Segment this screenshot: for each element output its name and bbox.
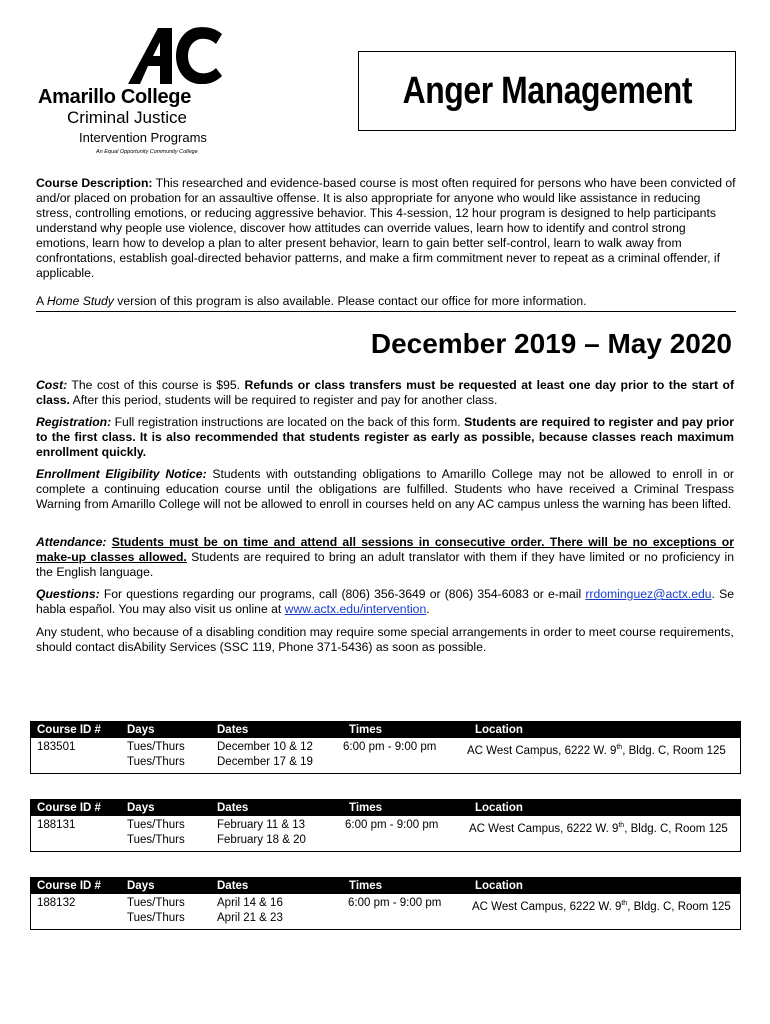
days: Tues/Thurs [127,741,185,753]
home-study-post: version of this program is also available. Please contact our office for more information. [113,294,587,308]
schedule-table-2 [30,799,741,852]
days: Tues/Thurs [127,912,185,924]
home-study-italic: Home Study [46,294,114,308]
course-period: December 2019 – May 2020 [370,328,732,359]
header-dates: Dates [217,802,249,814]
enrollment-label: Enrollment Eligibility Notice: [36,467,207,481]
header-days: Days [127,724,155,736]
dates: April 21 & 23 [217,912,283,924]
attendance-label: Attendance: [36,535,107,549]
dates: April 14 & 16 [217,897,283,909]
course-description [36,176,736,281]
college-logo [36,26,216,160]
questions-label: Questions: [36,587,100,601]
course-id: 188132 [37,897,76,909]
table-header [31,878,740,894]
times: 6:00 pm - 9:00 pm [343,741,437,753]
questions-paragraph [36,587,734,617]
home-study-pre: A [36,294,47,308]
location-b: , Bldg. C, Room 125 [627,900,731,913]
times: 6:00 pm - 9:00 pm [348,897,442,909]
description-text: This researched and evidence-based course is most often required for persons who have been convicted of and/or placed on probation for an assaultive offense. It is also appropriate for anyone who would like assistance in reducing stress, controlling emotions, or reducing aggressive behavior. This 4-session, 12 hour program is designed to help participants understand why people use violence, discover how attitudes can override values, learn how to identify and control strong emotions, learn how to develop a plan to alter present behavior, learn to gain better self-control, learn to walk away from confrontations, establish goal-directed behavior patterns, and make a firm commitment never to repeat as a criminal offender, if applicable. [36,176,736,280]
title-box [358,51,736,131]
header-dates: Dates [217,724,249,736]
email-link[interactable]: rrdominguez@actx.edu [585,587,712,601]
header-days: Days [127,880,155,892]
registration-label: Registration: [36,415,112,429]
header-course-id: Course ID # [37,724,101,736]
header-location: Location [475,802,523,814]
home-study-note [36,294,736,309]
dates: February 11 & 13 [217,819,306,831]
registration-bold: Students are required to register and pay prior to the first class. It is also recommended that students register as early as possible, because classes reach maximum enrollment quickly. [36,415,734,459]
location [467,740,726,759]
disability-paragraph: Any student, who because of a disabling condition may require some special arrangements in order to meet course requirements, should contact disAbility Services (SSC 119, Phone 371-5436) as soon as possible. [36,625,734,654]
days: Tues/Thurs [127,819,185,831]
cost-text: The cost of this course is $95. [67,378,245,392]
location-b: , Bldg. C, Room 125 [624,822,728,835]
dates: December 10 & 12 [217,741,313,753]
location [469,818,728,837]
schedule-table-3 [30,877,741,930]
dates: December 17 & 19 [217,756,313,768]
attendance-bold: Students must be on time and attend all sessions in consecutive order. There will be no exceptions or make-up classes allowed. [36,535,734,564]
location [472,896,731,915]
location-a: AC West Campus, 6222 W. 9 [467,744,617,757]
course-id: 183501 [37,741,76,753]
registration-text: Full registration instructions are located on the back of this form. [111,415,465,429]
course-id: 188131 [37,819,76,831]
questions-mid: . Se habla español. You may also visit us online at [36,587,734,616]
registration-paragraph [36,415,734,460]
questions-end: . [426,602,430,616]
days: Tues/Thurs [127,897,185,909]
location-a: AC West Campus, 6222 W. 9 [472,900,622,913]
table-header [31,800,740,816]
divider-rule [36,311,736,312]
page-title: Anger Management [402,69,692,112]
questions-text: For questions regarding our programs, call (806) 356-3649 or (806) 354-6083 or e-mail [99,587,586,601]
logo-department: Criminal Justice [67,108,187,127]
enrollment-paragraph [36,467,734,512]
cost-after: After this period, students will be required to register and pay for another class. [69,393,498,407]
header-dates: Dates [217,880,249,892]
attendance-text: Students are required to bring an adult translator with them if they have limited or no proficiency in the English language. [36,550,735,579]
days: Tues/Thurs [127,756,185,768]
location-sup: th [618,822,625,829]
times: 6:00 pm - 9:00 pm [345,819,439,831]
location-sup: th [616,744,623,751]
logo-program: Intervention Programs [79,130,207,145]
table-header [31,722,740,738]
header-times: Times [349,802,383,814]
description-label: Course Description: [36,176,153,190]
location-a: AC West Campus, 6222 W. 9 [469,822,619,835]
header-location: Location [475,880,523,892]
header-course-id: Course ID # [37,880,101,892]
attendance-paragraph [36,535,734,580]
header-times: Times [349,880,383,892]
website-link[interactable]: www.actx.edu/intervention [284,602,427,616]
cost-paragraph [36,378,734,408]
location-sup: th [621,900,628,907]
schedule-table-1 [30,721,741,774]
logo-tagline: An Equal Opportunity Community College [96,149,198,155]
logo-college-name: Amarillo College [38,86,192,108]
header-course-id: Course ID # [37,802,101,814]
location-b: , Bldg. C, Room 125 [622,744,726,757]
header-days: Days [127,802,155,814]
cost-label: Cost: [36,378,68,392]
enrollment-text: Students with outstanding obligations to Amarillo College may not be allowed to enroll in or complete a continuing education course until the obligations are fulfilled. Students who have received a Criminal Trespass Warning from Amarillo College will not be allowed to enroll in courses held on any AC campus unless the warning has been lifted. [36,467,734,511]
cost-refund-bold: Refunds or class transfers must be requested at least one day prior to the start of class. [36,378,735,407]
ac-monogram-icon [128,26,222,84]
header-location: Location [475,724,523,736]
days: Tues/Thurs [127,834,185,846]
dates: February 18 & 20 [217,834,306,846]
header-times: Times [349,724,383,736]
